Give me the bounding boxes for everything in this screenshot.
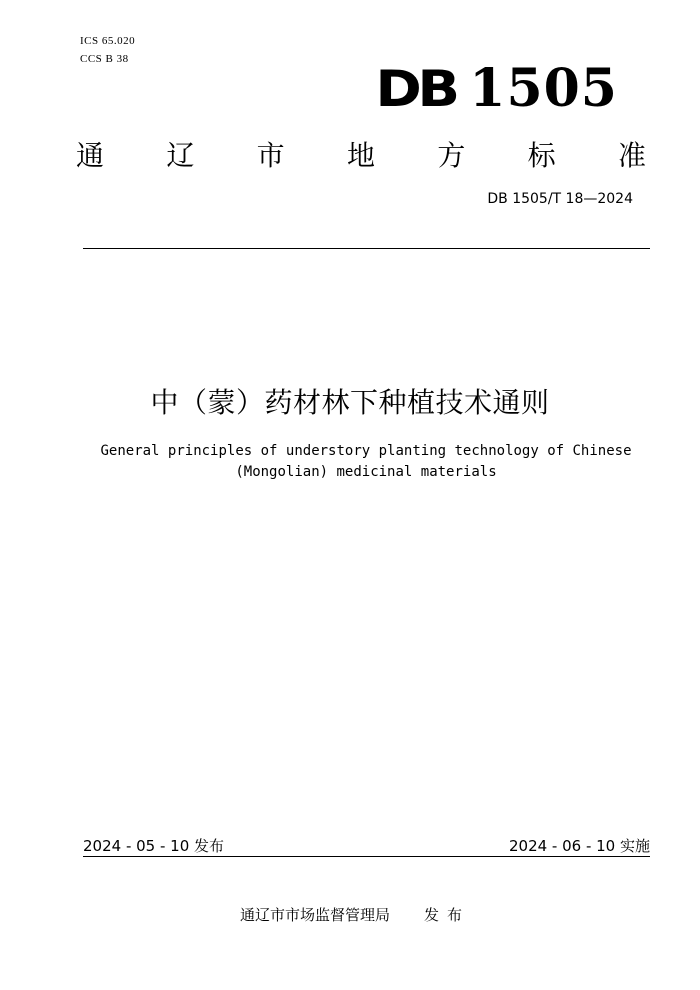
issuer-action: 发布 — [424, 906, 471, 924]
standard-type-heading — [76, 134, 646, 174]
title-chinese: 中（蒙）药材林下种植技术通则 — [150, 386, 550, 419]
db-logo — [375, 58, 618, 119]
db-logo-number: 1505 — [469, 58, 618, 119]
standard-code: DB 1505/T 18—2024 — [487, 191, 633, 207]
footer-divider — [83, 856, 650, 857]
ics-code: ICS 65.020 — [80, 35, 136, 47]
standard-type-char: 标 — [527, 139, 556, 172]
issuer-name: 通辽市市场监督管理局 — [240, 906, 391, 924]
issuer — [240, 904, 470, 925]
standard-type-char: 准 — [617, 139, 646, 172]
standard-type-char: 市 — [256, 139, 285, 172]
standard-type-char: 辽 — [166, 139, 195, 172]
db-logo-prefix: DB — [375, 60, 456, 118]
issue-date: 2024 - 05 - 10 发布 — [83, 837, 225, 855]
title-english-line2: (Mongolian) medicinal materials — [235, 464, 497, 480]
title-english-line1: General principles of understory planting technology of Chinese — [100, 443, 632, 459]
header-divider — [83, 248, 650, 249]
standard-type-char: 通 — [76, 139, 105, 172]
ccs-code: CCS B 38 — [80, 53, 129, 65]
standard-type-char: 方 — [437, 139, 466, 172]
standard-type-char: 地 — [346, 139, 375, 172]
implementation-date: 2024 - 06 - 10 实施 — [508, 837, 650, 855]
